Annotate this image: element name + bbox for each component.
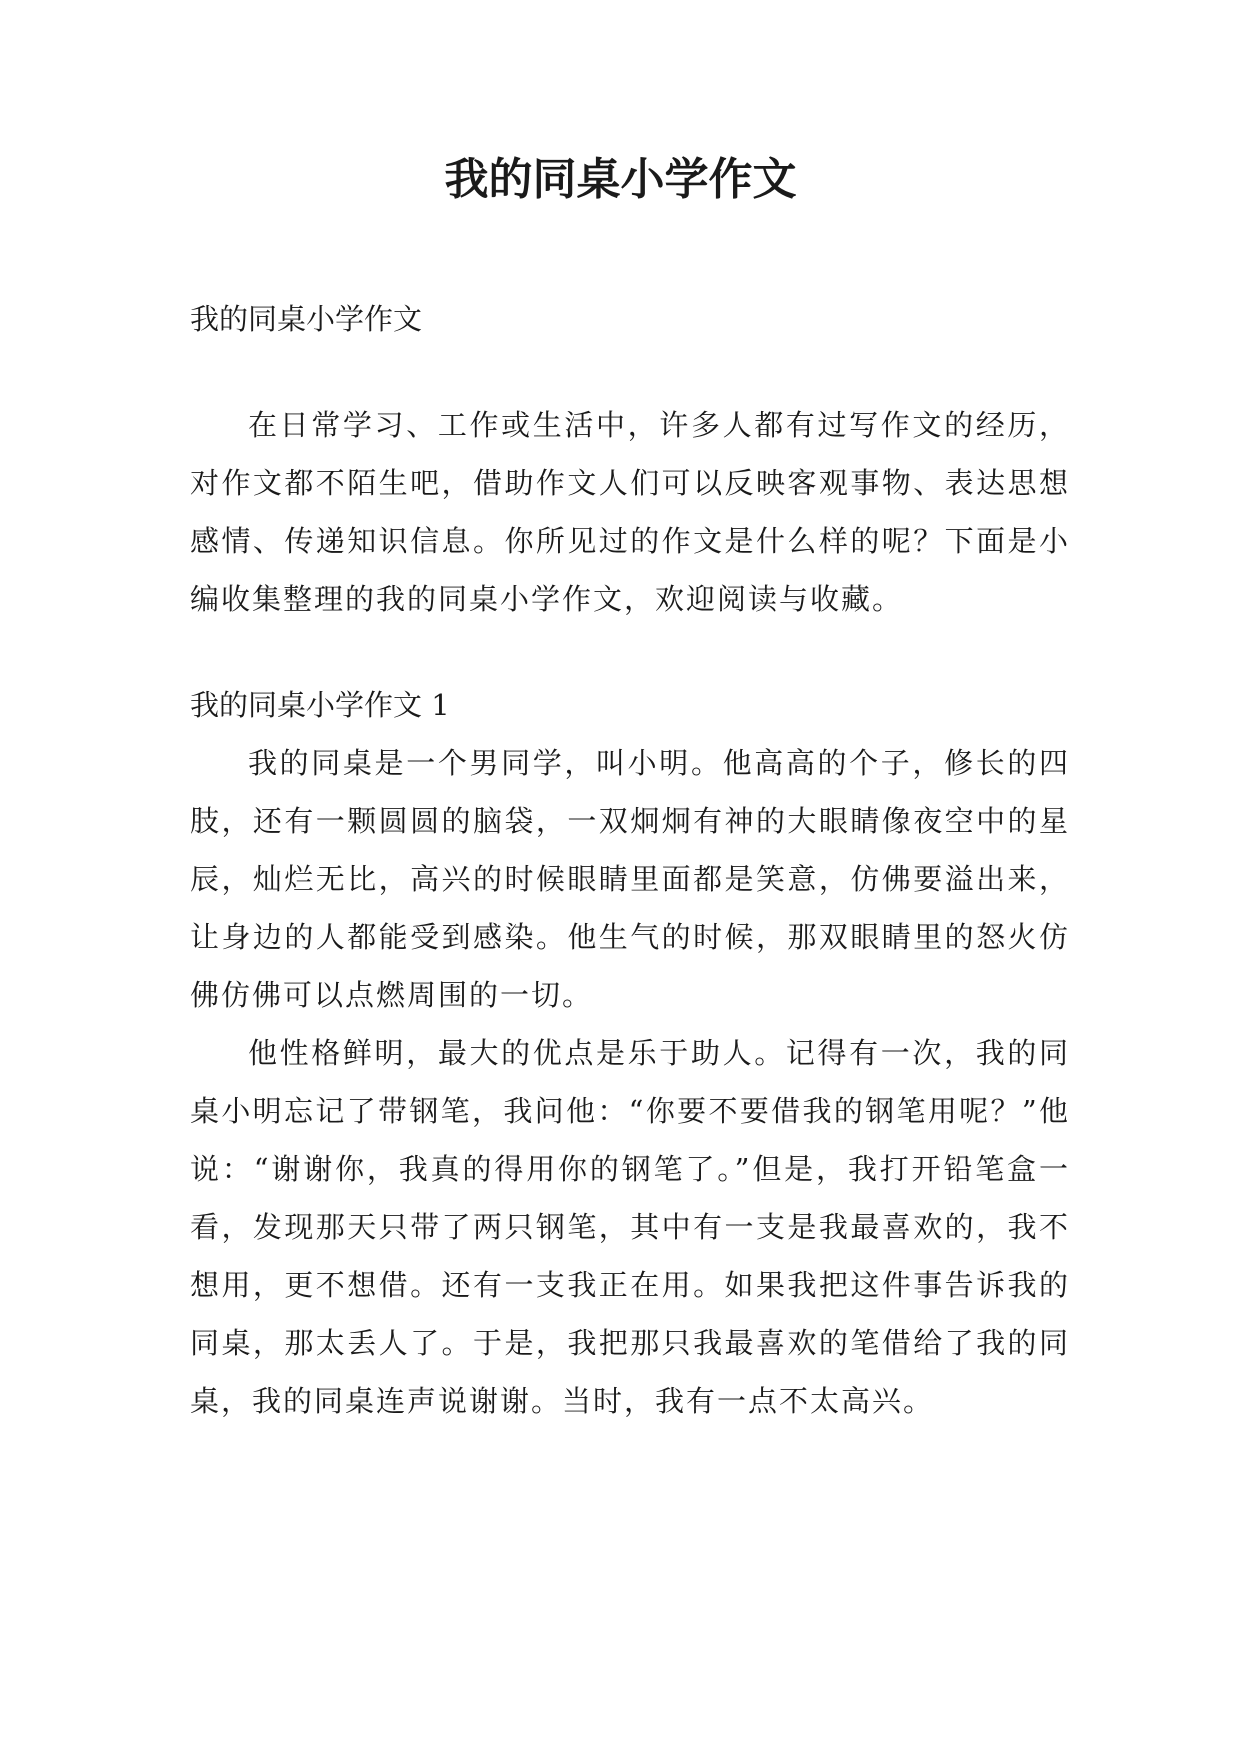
document-body (190, 290, 1070, 1430)
body-paragraph-1: 我的同桌是一个男同学，叫小明。他高高的个子，修长的四肢，还有一颗圆圆的脑袋，一双炯炯有神的大眼睛像夜空中的星辰，灿烂无比，高兴的时候眼睛里面都是笑意，仿佛要溢出来，让身边的人都能受到感染。他生气的时候，那双眼睛里的怒火仿佛仿佛可以点燃周围的一切。 (190, 746, 1070, 1012)
body-paragraph-2: 他性格鲜明，最大的优点是乐于助人。记得有一次，我的同桌小明忘记了带钢笔，我问他：“你要不要借我的钢笔用呢？”他说：“谢谢你，我真的得用你的钢笔了。”但是，我打开铅笔盒一看，发现那天只带了两只钢笔，其中有一支是我最喜欢的，我不想用，更不想借。还有一支我正在用。如果我把这件事告诉我的同桌，那太丢人了。于是，我把那只我最喜欢的笔借给了我的同桌，我的同桌连声说谢谢。当时，我有一点不太高兴。 (190, 1036, 1070, 1418)
section-heading: 我的同桌小学作文 1 (190, 688, 450, 722)
document-title: 我的同桌小学作文 (444, 154, 797, 205)
document-subtitle: 我的同桌小学作文 (190, 302, 423, 336)
intro-paragraph: 在日常学习、工作或生活中，许多人都有过写作文的经历，对作文都不陌生吧，借助作文人们可以反映客观事物、表达思想感情、传递知识信息。你所见过的作文是什么样的呢？下面是小编收集整理的我的同桌小学作文，欢迎阅读与收藏。 (190, 408, 1070, 616)
